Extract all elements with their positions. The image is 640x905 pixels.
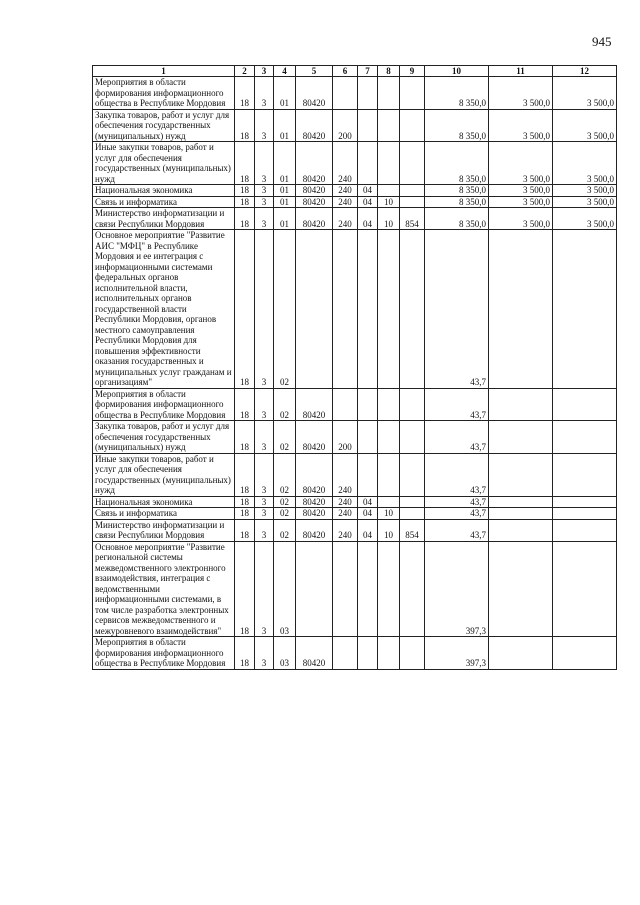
table-cell (553, 508, 617, 520)
table-cell: 240 (333, 208, 358, 230)
table-row (93, 196, 617, 208)
table-cell (489, 421, 553, 454)
table-cell: 3 (255, 519, 274, 541)
table-cell (553, 388, 617, 421)
table-cell: 3 500,0 (553, 142, 617, 185)
table-cell (378, 77, 400, 110)
table-cell: 3 (255, 637, 274, 670)
table-cell (553, 421, 617, 454)
table-cell (489, 541, 553, 637)
row-name: Иные закупки товаров, работ и услуг для обеспечения государственных (муниципальных) нужд (93, 453, 235, 496)
table-cell: 3 (255, 142, 274, 185)
table-cell: 01 (274, 77, 296, 110)
row-name: Связь и информатика (93, 196, 235, 208)
table-row (93, 230, 617, 389)
column-header: 2 (235, 66, 255, 77)
row-name: Мероприятия в области формирования информационного общества в Республике Мордовия (93, 77, 235, 110)
table-cell: 43,7 (425, 508, 489, 520)
table-cell: 3 500,0 (553, 109, 617, 142)
table-cell (400, 388, 425, 421)
table-row (93, 421, 617, 454)
table-row (93, 519, 617, 541)
table-cell (400, 109, 425, 142)
table-cell: 80420 (296, 77, 333, 110)
table-cell: 240 (333, 508, 358, 520)
table-cell: 3 500,0 (489, 109, 553, 142)
table-cell: 02 (274, 230, 296, 389)
table-cell: 18 (235, 421, 255, 454)
table-cell: 3 500,0 (553, 77, 617, 110)
table-cell (553, 637, 617, 670)
table-cell: 240 (333, 142, 358, 185)
column-header: 8 (378, 66, 400, 77)
row-name: Связь и информатика (93, 508, 235, 520)
table-cell (400, 541, 425, 637)
table-cell (489, 230, 553, 389)
table-header (93, 66, 617, 77)
column-header: 7 (358, 66, 378, 77)
table-cell: 3 (255, 208, 274, 230)
table-cell: 43,7 (425, 388, 489, 421)
table-row (93, 208, 617, 230)
table-cell (358, 230, 378, 389)
header-row (93, 66, 617, 77)
table-row (93, 77, 617, 110)
table-cell: 240 (333, 519, 358, 541)
table-cell: 80420 (296, 142, 333, 185)
table-row (93, 185, 617, 197)
table-row (93, 508, 617, 520)
table-cell (489, 496, 553, 508)
table-row (93, 637, 617, 670)
table-cell (378, 421, 400, 454)
table-cell: 02 (274, 519, 296, 541)
table-cell (358, 541, 378, 637)
table-cell: 3 (255, 185, 274, 197)
table-cell: 3 500,0 (489, 196, 553, 208)
table-cell: 397,3 (425, 637, 489, 670)
table-cell: 3 (255, 77, 274, 110)
table-cell: 18 (235, 453, 255, 496)
table-cell (489, 519, 553, 541)
table-cell (378, 637, 400, 670)
table-cell: 3 (255, 541, 274, 637)
table-cell (553, 230, 617, 389)
table-cell: 80420 (296, 519, 333, 541)
table-row (93, 496, 617, 508)
table-cell (333, 388, 358, 421)
table-cell: 3 (255, 388, 274, 421)
table-cell (358, 388, 378, 421)
table-cell: 43,7 (425, 453, 489, 496)
table-cell (358, 142, 378, 185)
table-cell (400, 230, 425, 389)
table-cell: 02 (274, 496, 296, 508)
table-cell: 240 (333, 185, 358, 197)
table-cell: 80420 (296, 388, 333, 421)
table-cell: 3 (255, 453, 274, 496)
table-cell: 04 (358, 208, 378, 230)
table-cell: 01 (274, 208, 296, 230)
column-header: 1 (93, 66, 235, 77)
table-cell: 8 350,0 (425, 109, 489, 142)
table-cell: 3 (255, 109, 274, 142)
table-cell: 3 (255, 508, 274, 520)
table-cell: 02 (274, 388, 296, 421)
table-cell: 3 500,0 (553, 185, 617, 197)
table-cell (378, 142, 400, 185)
table-cell (400, 453, 425, 496)
table-cell: 200 (333, 109, 358, 142)
column-header: 9 (400, 66, 425, 77)
table-cell: 43,7 (425, 519, 489, 541)
table-cell: 18 (235, 637, 255, 670)
table-cell: 18 (235, 185, 255, 197)
row-name: Национальная экономика (93, 185, 235, 197)
table-cell: 18 (235, 496, 255, 508)
table-cell: 397,3 (425, 541, 489, 637)
table-cell: 10 (378, 208, 400, 230)
table-cell: 04 (358, 519, 378, 541)
table-cell: 18 (235, 208, 255, 230)
table-cell: 3 (255, 230, 274, 389)
table-cell (333, 637, 358, 670)
table-cell: 10 (378, 196, 400, 208)
table-cell: 18 (235, 196, 255, 208)
table-cell: 01 (274, 142, 296, 185)
table-cell: 240 (333, 453, 358, 496)
table-cell (358, 637, 378, 670)
table-cell (400, 421, 425, 454)
table-cell (400, 496, 425, 508)
table-cell (378, 453, 400, 496)
row-name: Закупка товаров, работ и услуг для обеспечения государственных (муниципальных) нужд (93, 109, 235, 142)
table-cell: 80420 (296, 453, 333, 496)
table-cell: 10 (378, 519, 400, 541)
table-cell: 3 (255, 196, 274, 208)
row-name: Основное мероприятие "Развитие АИС "МФЦ" в Республике Мордовия и ее интеграция с информационными системами федеральных органов исполнительной власти, исполнительных органов государственной власти Республики Мордовия, органов местного самоуправления Республики Мордовия для повышения эффективности оказания государственных и муниципальных услуг гражданам и организациям" (93, 230, 235, 389)
column-header: 6 (333, 66, 358, 77)
table-cell: 18 (235, 142, 255, 185)
table-cell: 3 500,0 (553, 196, 617, 208)
table-cell (489, 388, 553, 421)
table-cell (489, 637, 553, 670)
table-cell: 04 (358, 508, 378, 520)
table-row (93, 142, 617, 185)
table-cell: 18 (235, 519, 255, 541)
table-cell (333, 541, 358, 637)
table-cell (400, 637, 425, 670)
table-cell: 8 350,0 (425, 208, 489, 230)
table-cell: 01 (274, 109, 296, 142)
table-cell: 8 350,0 (425, 185, 489, 197)
column-header: 11 (489, 66, 553, 77)
table-row (93, 541, 617, 637)
table-cell: 3 (255, 496, 274, 508)
table-row (93, 109, 617, 142)
row-name: Основное мероприятие "Развитие региональной системы межведомственного электронного взаимодействия, интеграция с ведомственными информационными системами, в том числе разработка электронных сервисов межведомственного и межуровневого взаимодействия" (93, 541, 235, 637)
table-cell (553, 519, 617, 541)
row-name: Мероприятия в области формирования информационного общества в Республике Мордовия (93, 388, 235, 421)
row-name: Национальная экономика (93, 496, 235, 508)
table-cell: 18 (235, 541, 255, 637)
table-cell (400, 196, 425, 208)
table-cell (358, 453, 378, 496)
table-cell: 02 (274, 508, 296, 520)
table-cell: 18 (235, 109, 255, 142)
table-cell: 200 (333, 421, 358, 454)
table-cell (296, 541, 333, 637)
column-header: 3 (255, 66, 274, 77)
table-cell: 8 350,0 (425, 196, 489, 208)
table-cell (553, 541, 617, 637)
table-cell: 80420 (296, 196, 333, 208)
table-cell (553, 496, 617, 508)
table-cell: 43,7 (425, 496, 489, 508)
table-cell: 43,7 (425, 230, 489, 389)
table-cell: 80420 (296, 208, 333, 230)
table-cell (400, 185, 425, 197)
table-cell (378, 541, 400, 637)
row-name: Мероприятия в области формирования информационного общества в Республике Мордовия (93, 637, 235, 670)
table-cell: 02 (274, 453, 296, 496)
page-number: 945 (592, 34, 612, 49)
row-name: Министерство информатизации и связи Республики Мордовия (93, 519, 235, 541)
budget-table (92, 65, 617, 670)
table-cell (489, 508, 553, 520)
table-cell: 18 (235, 230, 255, 389)
table-cell: 3 500,0 (489, 142, 553, 185)
table-cell: 80420 (296, 109, 333, 142)
table-cell (358, 421, 378, 454)
table-cell (378, 109, 400, 142)
table-cell (400, 77, 425, 110)
table-cell: 854 (400, 519, 425, 541)
table-cell: 03 (274, 541, 296, 637)
table-body (93, 77, 617, 670)
table-cell: 240 (333, 196, 358, 208)
table-cell (489, 453, 553, 496)
table-cell (378, 230, 400, 389)
table-cell (358, 109, 378, 142)
column-header: 4 (274, 66, 296, 77)
table-cell: 3 500,0 (489, 208, 553, 230)
table-cell: 43,7 (425, 421, 489, 454)
table-cell: 04 (358, 185, 378, 197)
table-cell: 3 500,0 (553, 208, 617, 230)
table-cell (400, 508, 425, 520)
table-cell: 8 350,0 (425, 77, 489, 110)
table-cell: 02 (274, 421, 296, 454)
table-cell: 8 350,0 (425, 142, 489, 185)
table-cell: 18 (235, 77, 255, 110)
column-header: 12 (553, 66, 617, 77)
table-cell: 80420 (296, 508, 333, 520)
table-cell (358, 77, 378, 110)
table-cell: 3 (255, 421, 274, 454)
table-cell (378, 496, 400, 508)
table-cell (553, 453, 617, 496)
table-cell: 80420 (296, 185, 333, 197)
table-row (93, 453, 617, 496)
table-cell: 80420 (296, 496, 333, 508)
table-cell: 240 (333, 496, 358, 508)
table-cell: 3 500,0 (489, 185, 553, 197)
row-name: Закупка товаров, работ и услуг для обеспечения государственных (муниципальных) нужд (93, 421, 235, 454)
table-cell: 18 (235, 388, 255, 421)
table-cell: 18 (235, 508, 255, 520)
table-cell: 80420 (296, 421, 333, 454)
table-cell (333, 77, 358, 110)
table-cell (400, 142, 425, 185)
table-cell: 3 500,0 (489, 77, 553, 110)
table-cell (296, 230, 333, 389)
row-name: Министерство информатизации и связи Республики Мордовия (93, 208, 235, 230)
table-cell: 04 (358, 196, 378, 208)
table-cell (333, 230, 358, 389)
table-cell: 80420 (296, 637, 333, 670)
table-cell: 10 (378, 508, 400, 520)
table-row (93, 388, 617, 421)
table-cell: 854 (400, 208, 425, 230)
table-cell: 03 (274, 637, 296, 670)
column-header: 10 (425, 66, 489, 77)
column-header: 5 (296, 66, 333, 77)
table-cell: 01 (274, 196, 296, 208)
table-cell (378, 185, 400, 197)
table-cell: 01 (274, 185, 296, 197)
table-cell (378, 388, 400, 421)
table-cell: 04 (358, 496, 378, 508)
row-name: Иные закупки товаров, работ и услуг для обеспечения государственных (муниципальных) нужд (93, 142, 235, 185)
